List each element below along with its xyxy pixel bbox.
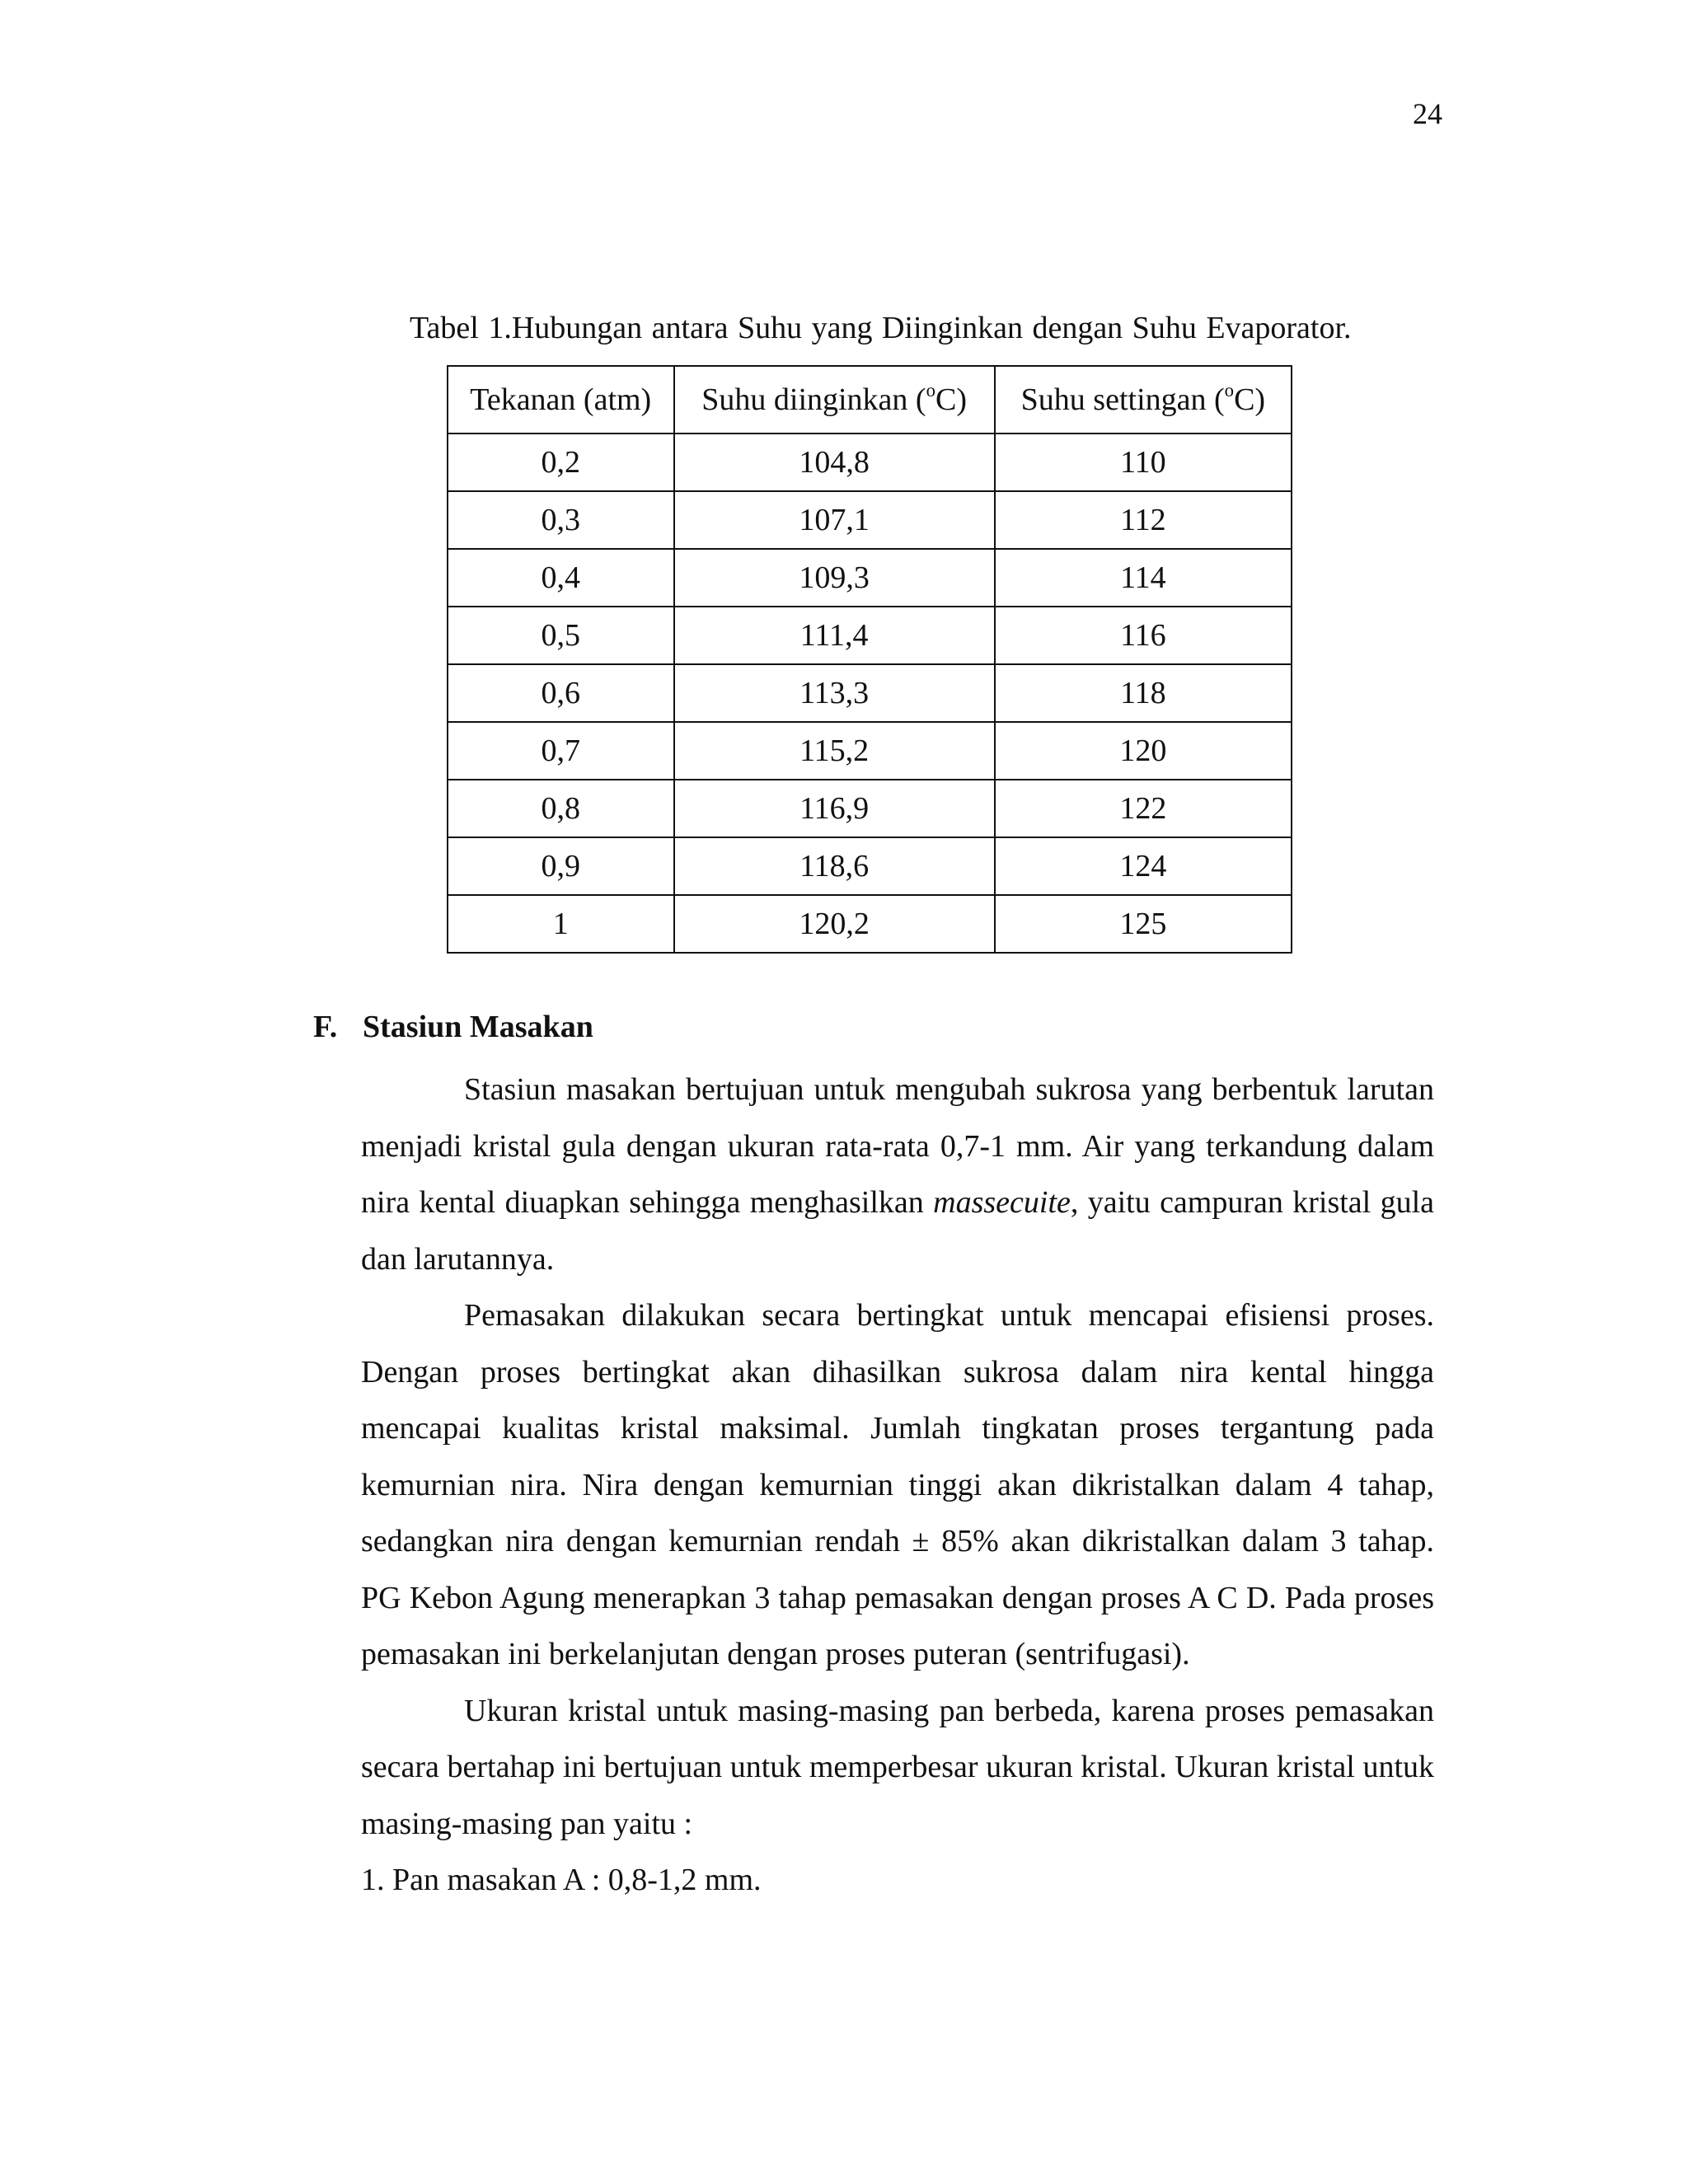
table-row	[448, 895, 1292, 953]
cell-suhu-settingan: 116	[995, 607, 1292, 664]
header-suhu-settingan-suffix: C)	[1234, 382, 1266, 417]
cell-suhu-settingan: 112	[995, 491, 1292, 549]
table-row	[448, 722, 1292, 780]
paragraph: Pemasakan dilakukan secara bertingkat untuk mencapai efisiensi proses. Dengan proses bertingkat akan dihasilkan sukrosa dalam nira kental hingga mencapai kualitas kristal maksimal. Jumlah tingkatan proses tergantung pada kemurnian nira. Nira dengan kemurnian tinggi akan dikristalkan dalam 4 tahap, sedangkan nira dengan kemurnian rendah ± 85% akan dikristalkan dalam 3 tahap. PG Kebon Agung menerapkan 3 tahap pemasakan dengan proses A C D. Pada proses pemasakan ini berkelanjutan dengan proses puteran (sentrifugasi).	[361, 1298, 1434, 1671]
cell-suhu-diinginkan: 120,2	[674, 895, 995, 953]
section-title: Stasiun Masakan	[363, 1010, 593, 1044]
cell-tekanan: 0,5	[448, 607, 674, 664]
paragraph-text: , yaitu campuran kristal gula dan larutannya.	[361, 1185, 1434, 1277]
cell-suhu-settingan: 114	[995, 549, 1292, 607]
pressure-temperature-table	[447, 365, 1292, 954]
cell-suhu-diinginkan: 116,9	[674, 780, 995, 837]
section-heading	[313, 1007, 593, 1047]
section-number: F.	[313, 1010, 338, 1044]
cell-suhu-settingan: 122	[995, 780, 1292, 837]
table-row	[448, 491, 1292, 549]
table-row	[448, 664, 1292, 722]
cell-tekanan: 0,9	[448, 837, 674, 895]
cell-suhu-settingan: 124	[995, 837, 1292, 895]
cell-suhu-diinginkan: 107,1	[674, 491, 995, 549]
paragraph: Ukuran kristal untuk masing-masing pan berbeda, karena proses pemasakan secara bertahap ini bertujuan untuk memperbesar ukuran kristal. Ukuran kristal untuk masing-masing pan yaitu :	[361, 1693, 1434, 1841]
paragraph	[361, 1062, 1434, 1287]
list-item: 1. Pan masakan A : 0,8-1,2 mm.	[361, 1863, 762, 1897]
header-suhu-diinginkan-prefix: Suhu diinginkan (	[701, 382, 926, 417]
header-suhu-settingan	[995, 366, 1292, 434]
table-caption: Tabel 1.Hubungan antara Suhu yang Diinginkan dengan Suhu Evaporator.	[410, 311, 1352, 345]
cell-tekanan: 0,7	[448, 722, 674, 780]
table-row	[448, 780, 1292, 837]
header-suhu-settingan-prefix: Suhu settingan (	[1020, 382, 1225, 417]
cell-tekanan: 0,6	[448, 664, 674, 722]
cell-tekanan: 1	[448, 895, 674, 953]
degree-superscript: o	[926, 380, 935, 401]
cell-tekanan: 0,3	[448, 491, 674, 549]
header-tekanan: Tekanan (atm)	[448, 366, 674, 434]
cell-tekanan: 0,4	[448, 549, 674, 607]
header-suhu-diinginkan-suffix: C)	[935, 382, 967, 417]
cell-suhu-settingan: 118	[995, 664, 1292, 722]
cell-suhu-diinginkan: 109,3	[674, 549, 995, 607]
table-row	[448, 837, 1292, 895]
cell-suhu-settingan: 125	[995, 895, 1292, 953]
cell-suhu-diinginkan: 115,2	[674, 722, 995, 780]
italic-term: massecuite	[933, 1185, 1071, 1220]
table-row	[448, 607, 1292, 664]
page-number: 24	[1413, 97, 1442, 130]
cell-suhu-diinginkan: 111,4	[674, 607, 995, 664]
cell-suhu-diinginkan: 113,3	[674, 664, 995, 722]
table-header-row	[448, 366, 1292, 434]
cell-suhu-diinginkan: 118,6	[674, 837, 995, 895]
degree-superscript: o	[1224, 380, 1235, 401]
table-row	[448, 434, 1292, 491]
header-suhu-diinginkan	[674, 366, 995, 434]
cell-suhu-settingan: 110	[995, 434, 1292, 491]
cell-tekanan: 0,2	[448, 434, 674, 491]
cell-suhu-settingan: 120	[995, 722, 1292, 780]
cell-suhu-diinginkan: 104,8	[674, 434, 995, 491]
section-body	[361, 1062, 1434, 1909]
table-row	[448, 549, 1292, 607]
paragraph-text: Stasiun masakan bertujuan untuk mengubah sukrosa yang berbentuk larutan menjadi kristal gula dengan ukuran rata-rata 0,7-1 mm. Air yang terkandung dalam nira kental diuapkan sehingga menghasilkan	[361, 1072, 1434, 1220]
cell-tekanan: 0,8	[448, 780, 674, 837]
